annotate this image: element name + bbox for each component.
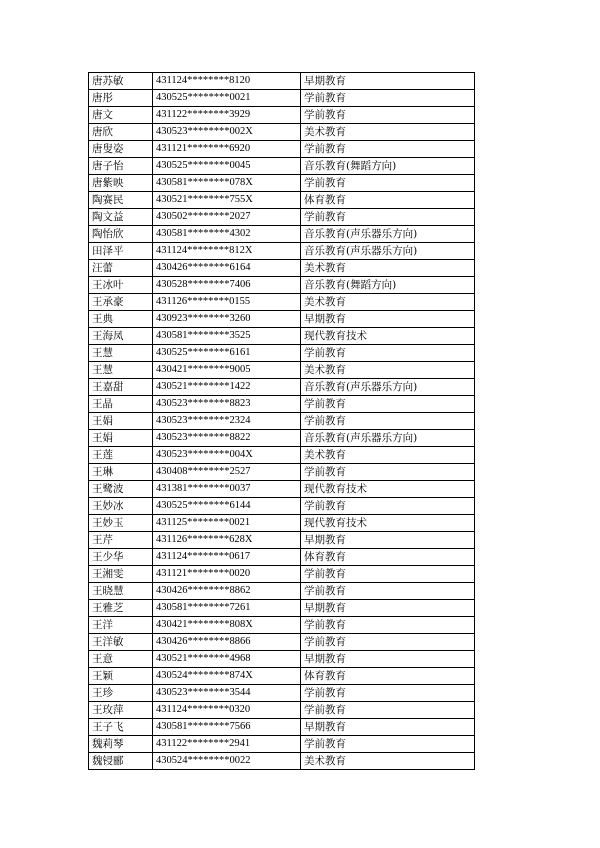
table-row (89, 277, 475, 294)
table-row (89, 600, 475, 617)
table-row (89, 294, 475, 311)
id-number-cell: 430521********4968 (153, 651, 301, 668)
major-cell: 体育教育 (301, 549, 475, 566)
table-row (89, 192, 475, 209)
student-name-cell: 唐文 (89, 107, 153, 124)
major-cell: 学前教育 (301, 413, 475, 430)
id-number-cell: 430525********6144 (153, 498, 301, 515)
table-row (89, 634, 475, 651)
major-cell: 早期教育 (301, 73, 475, 90)
student-name-cell: 王妙冰 (89, 498, 153, 515)
major-cell: 音乐教育(声乐器乐方向) (301, 379, 475, 396)
student-name-cell: 唐紫映 (89, 175, 153, 192)
id-number-cell: 430523********002X (153, 124, 301, 141)
student-name-cell: 王妙玉 (89, 515, 153, 532)
table-row (89, 413, 475, 430)
table-row (89, 243, 475, 260)
major-cell: 音乐教育(舞蹈方向) (301, 277, 475, 294)
table-row (89, 158, 475, 175)
id-number-cell: 430426********8862 (153, 583, 301, 600)
student-name-cell: 王晶 (89, 396, 153, 413)
student-name-cell: 王晓慧 (89, 583, 153, 600)
table-row (89, 73, 475, 90)
major-cell: 学前教育 (301, 583, 475, 600)
id-number-cell: 430523********8822 (153, 430, 301, 447)
student-name-cell: 王慧 (89, 345, 153, 362)
student-name-cell: 王洋 (89, 617, 153, 634)
student-name-cell: 王珍 (89, 685, 153, 702)
id-number-cell: 430523********3544 (153, 685, 301, 702)
table-row (89, 90, 475, 107)
major-cell: 美术教育 (301, 260, 475, 277)
student-name-cell: 汪蕾 (89, 260, 153, 277)
major-cell: 早期教育 (301, 719, 475, 736)
student-name-cell: 王娟 (89, 430, 153, 447)
id-number-cell: 430421********808X (153, 617, 301, 634)
student-name-cell: 陶文益 (89, 209, 153, 226)
major-cell: 早期教育 (301, 532, 475, 549)
table-row (89, 362, 475, 379)
table-row (89, 141, 475, 158)
student-name-cell: 唐叟姿 (89, 141, 153, 158)
student-name-cell: 王海凤 (89, 328, 153, 345)
major-cell: 学前教育 (301, 345, 475, 362)
major-cell: 现代教育技术 (301, 481, 475, 498)
major-cell: 学前教育 (301, 566, 475, 583)
major-cell: 学前教育 (301, 617, 475, 634)
major-cell: 学前教育 (301, 736, 475, 753)
id-number-cell: 430525********0021 (153, 90, 301, 107)
student-name-cell: 王雅芝 (89, 600, 153, 617)
id-number-cell: 430523********8823 (153, 396, 301, 413)
id-number-cell: 431126********0155 (153, 294, 301, 311)
student-name-cell: 王少华 (89, 549, 153, 566)
student-name-cell: 王玫萍 (89, 702, 153, 719)
student-name-cell: 田泽平 (89, 243, 153, 260)
major-cell: 体育教育 (301, 192, 475, 209)
student-roster-table (88, 72, 475, 770)
major-cell: 音乐教育(声乐器乐方向) (301, 243, 475, 260)
table-row (89, 583, 475, 600)
id-number-cell: 431121********0020 (153, 566, 301, 583)
table-row (89, 668, 475, 685)
major-cell: 早期教育 (301, 311, 475, 328)
table-row (89, 175, 475, 192)
table-row (89, 651, 475, 668)
id-number-cell: 431122********2941 (153, 736, 301, 753)
major-cell: 学前教育 (301, 464, 475, 481)
major-cell: 早期教育 (301, 651, 475, 668)
table-row (89, 124, 475, 141)
table-row (89, 753, 475, 770)
id-number-cell: 431124********8120 (153, 73, 301, 90)
student-name-cell: 唐苏敏 (89, 73, 153, 90)
major-cell: 体育教育 (301, 668, 475, 685)
id-number-cell: 430502********2027 (153, 209, 301, 226)
id-number-cell: 430524********0022 (153, 753, 301, 770)
id-number-cell: 431122********3929 (153, 107, 301, 124)
major-cell: 美术教育 (301, 753, 475, 770)
student-name-cell: 王颖 (89, 668, 153, 685)
table-row (89, 430, 475, 447)
major-cell: 学前教育 (301, 702, 475, 719)
major-cell: 学前教育 (301, 90, 475, 107)
table-row (89, 498, 475, 515)
id-number-cell: 431124********0320 (153, 702, 301, 719)
major-cell: 现代教育技术 (301, 328, 475, 345)
table-row (89, 328, 475, 345)
id-number-cell: 431381********0037 (153, 481, 301, 498)
id-number-cell: 430923********3260 (153, 311, 301, 328)
student-name-cell: 魏莉琴 (89, 736, 153, 753)
table-row (89, 379, 475, 396)
id-number-cell: 430524********874X (153, 668, 301, 685)
table-row (89, 209, 475, 226)
table-row (89, 702, 475, 719)
student-name-cell: 王琳 (89, 464, 153, 481)
student-name-cell: 陶赛民 (89, 192, 153, 209)
id-number-cell: 430581********078X (153, 175, 301, 192)
student-name-cell: 王承豪 (89, 294, 153, 311)
student-name-cell: 唐彤 (89, 90, 153, 107)
table-row (89, 532, 475, 549)
table-row (89, 617, 475, 634)
major-cell: 学前教育 (301, 141, 475, 158)
major-cell: 学前教育 (301, 175, 475, 192)
table-row (89, 464, 475, 481)
student-name-cell: 王意 (89, 651, 153, 668)
table-row (89, 685, 475, 702)
table-row (89, 566, 475, 583)
id-number-cell: 430528********7406 (153, 277, 301, 294)
major-cell: 美术教育 (301, 124, 475, 141)
major-cell: 早期教育 (301, 600, 475, 617)
id-number-cell: 431126********628X (153, 532, 301, 549)
table-row (89, 515, 475, 532)
student-name-cell: 王子飞 (89, 719, 153, 736)
table-row (89, 719, 475, 736)
student-name-cell: 唐子怡 (89, 158, 153, 175)
major-cell: 音乐教育(声乐器乐方向) (301, 226, 475, 243)
id-number-cell: 430408********2527 (153, 464, 301, 481)
major-cell: 学前教育 (301, 396, 475, 413)
major-cell: 美术教育 (301, 294, 475, 311)
id-number-cell: 431125********0021 (153, 515, 301, 532)
major-cell: 学前教育 (301, 498, 475, 515)
student-name-cell: 王典 (89, 311, 153, 328)
id-number-cell: 430581********7566 (153, 719, 301, 736)
table-row (89, 260, 475, 277)
id-number-cell: 430525********6161 (153, 345, 301, 362)
student-name-cell: 王慧 (89, 362, 153, 379)
student-name-cell: 陶怡欣 (89, 226, 153, 243)
student-name-cell: 王冰叶 (89, 277, 153, 294)
table-row (89, 345, 475, 362)
table-row (89, 549, 475, 566)
table-row (89, 107, 475, 124)
id-number-cell: 430426********6164 (153, 260, 301, 277)
id-number-cell: 431121********6920 (153, 141, 301, 158)
table-row (89, 447, 475, 464)
major-cell: 学前教育 (301, 107, 475, 124)
table-row (89, 396, 475, 413)
student-name-cell: 唐欣 (89, 124, 153, 141)
roster-body (89, 73, 475, 770)
id-number-cell: 430523********004X (153, 447, 301, 464)
student-name-cell: 王娟 (89, 413, 153, 430)
table-row (89, 311, 475, 328)
id-number-cell: 431124********0617 (153, 549, 301, 566)
id-number-cell: 430421********9005 (153, 362, 301, 379)
major-cell: 学前教育 (301, 685, 475, 702)
student-name-cell: 王莲 (89, 447, 153, 464)
major-cell: 美术教育 (301, 447, 475, 464)
major-cell: 音乐教育(声乐器乐方向) (301, 430, 475, 447)
student-name-cell: 王湘雯 (89, 566, 153, 583)
table-row (89, 736, 475, 753)
id-number-cell: 430523********2324 (153, 413, 301, 430)
id-number-cell: 430426********8866 (153, 634, 301, 651)
id-number-cell: 430521********755X (153, 192, 301, 209)
id-number-cell: 430525********0045 (153, 158, 301, 175)
major-cell: 学前教育 (301, 209, 475, 226)
major-cell: 音乐教育(舞蹈方向) (301, 158, 475, 175)
student-name-cell: 王鹭波 (89, 481, 153, 498)
major-cell: 美术教育 (301, 362, 475, 379)
id-number-cell: 430581********3525 (153, 328, 301, 345)
table-row (89, 481, 475, 498)
id-number-cell: 430581********4302 (153, 226, 301, 243)
id-number-cell: 431124********812X (153, 243, 301, 260)
table-row (89, 226, 475, 243)
student-name-cell: 王嘉甜 (89, 379, 153, 396)
student-name-cell: 王洋敏 (89, 634, 153, 651)
major-cell: 学前教育 (301, 634, 475, 651)
id-number-cell: 430521********1422 (153, 379, 301, 396)
student-name-cell: 王芹 (89, 532, 153, 549)
id-number-cell: 430581********7261 (153, 600, 301, 617)
student-name-cell: 魏锓郦 (89, 753, 153, 770)
major-cell: 现代教育技术 (301, 515, 475, 532)
